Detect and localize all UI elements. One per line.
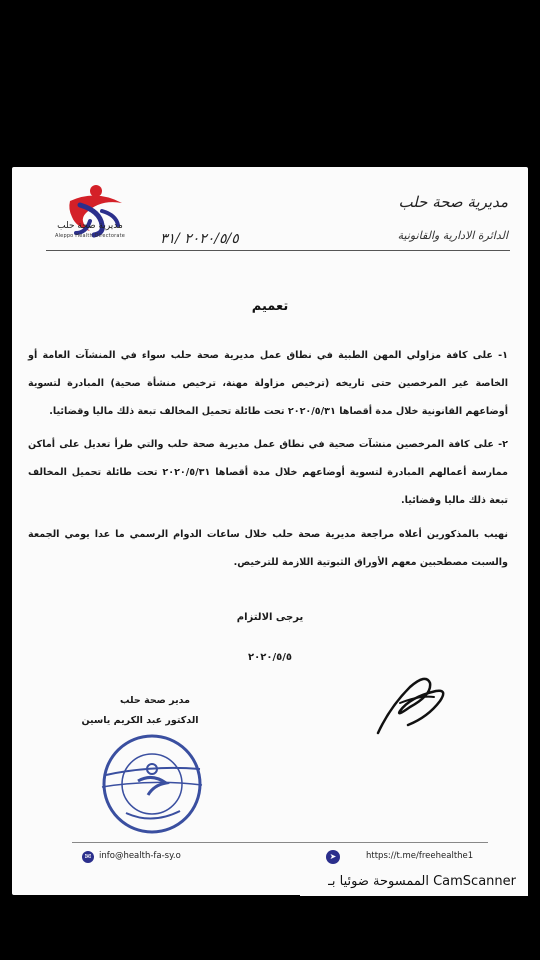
reference-number-date: ٢٠٢٠/٥/٥ /٣١ [160, 231, 239, 247]
notice-paragraph: نهيب بالمذكورين أعلاه مراجعة مديرية صحة حلب خلال ساعات الدوام الرسمي ما عدا يومي الجمعة والسبت مصطحبين معهم الأوراق الثبوتية اللازمة للترخيص. [28, 529, 508, 568]
footer-telegram-link: https://t.me/freehealthe1 [366, 851, 474, 861]
directorate-name: مديرية صحة حلب [398, 193, 508, 211]
footer-email: info@health-fa-sy.o [99, 851, 181, 861]
document-page [12, 167, 528, 895]
health-directorate-logo [56, 181, 136, 257]
telegram-icon: ➤ [326, 850, 340, 864]
scanner-watermark: CamScanner الممسوحة ضوئيا بـ [328, 874, 516, 889]
email-icon: ✉ [82, 851, 94, 863]
logo-caption-arabic: مديرية صحة حلب [57, 221, 123, 231]
signatory-name: الدكتور عبد الكريم ياسين [81, 715, 199, 726]
handwritten-signature [370, 667, 452, 741]
logo-caption-english: Aleppo Health Directorate [54, 233, 126, 239]
header-divider [46, 250, 510, 251]
document-title: تعميم [251, 299, 289, 314]
official-stamp [96, 729, 208, 839]
signatory-role: مدير صحة حلب [119, 695, 191, 706]
closing-phrase: يرجى الالتزام [236, 612, 304, 623]
department-name: الدائرة الادارية والقانونية [397, 229, 508, 242]
clause-2: ٢- على كافة المرخصين منشآت صحية في نطاق عمل مديرية صحة حلب والتي طرأ تعديل على أماكن ممارسة أعمالهم المبادرة لتسوية أوضاعهم خلال مدة أقصاها ٢٠٢٠/٥/٣١ تحت طائلة تحميل المخالف تبعة ذلك ماليا وقضائيا. [28, 439, 508, 506]
closing-date: ٢٠٢٠/٥/٥ [248, 652, 292, 663]
footer-divider [72, 842, 488, 843]
clause-1: ١- على كافة مزاولي المهن الطبية في نطاق عمل مديرية صحة حلب سواء في المنشآت العامة أو الخاصة غير المرخصين حتى تاريخه (ترخيص مزاولة مهنة، ترخيص منشأة صحية) المبادرة لتسوية أوضاعهم القانونية خلال مدة أقصاها ٢٠٢٠/٥/٣١ تحت طائلة تحميل المخالف تبعة ذلك ماليا وقضائيا. [28, 350, 508, 417]
scanner-watermark-bar [300, 866, 528, 896]
